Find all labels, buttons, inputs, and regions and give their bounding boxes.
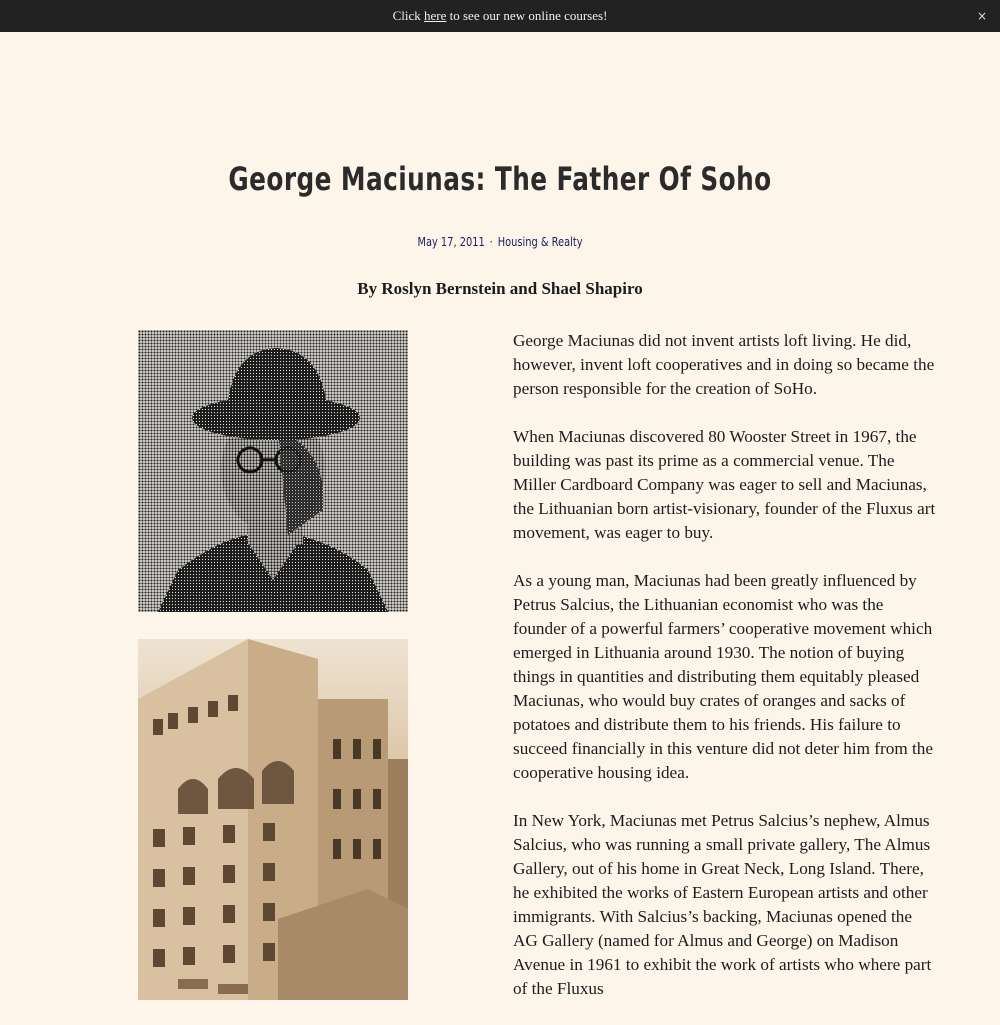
article-body	[513, 329, 938, 1025]
article-paragraph: George Maciunas did not invent artists loft living. He did, however, invent loft cooperatives and in doing so became the person responsible for the creation of SoHo.	[513, 331, 935, 398]
close-icon[interactable]: ×	[976, 9, 988, 23]
banner-text-prefix: Click	[392, 8, 425, 23]
announcement-banner	[0, 0, 1000, 32]
article-paragraph: When Maciunas discovered 80 Wooster Street in 1967, the building was past its prime as a commercial venue. The Miller Cardboard Company was eager to sell and Maciunas, the Lithuanian born artist-visionary, founder of the Fluxus art movement, was eager to buy.	[513, 427, 936, 542]
post-meta	[90, 235, 910, 249]
banner-link[interactable]: here	[424, 8, 447, 23]
article-paragraph: As a young man, Maciunas had been greatly influenced by Petrus Salcius, the Lithuanian economist who was the founder of a powerful farmers’ cooperative movement which emerged in Lithuania around 1930. The notion of buying things in quantities and distributing them equitably pleased Maciunas, who would buy crates of oranges and sacks of potatoes and distribute them to his friends. His failure to succeed financially in this venture did not deter him from the cooperative housing idea.	[513, 571, 934, 782]
article-paragraph: In New York, Maciunas met Petrus Salcius’s nephew, Almus Salcius, who was running a small private gallery, The Almus Gallery, out of his home in Great Neck, Long Island. There, he exhibited the works of Eastern European artists and other immigrants. With Salcius’s backing, Maciunas opened the AG Gallery (named for Almus and George) on Madison Avenue in 1961 to exhibit the work of artists who where part of the Fluxus	[513, 811, 932, 998]
category-link[interactable]: Housing & Realty	[497, 235, 583, 249]
post-date[interactable]: May 17, 2011	[417, 235, 485, 249]
portrait-photo-icon	[138, 330, 408, 612]
building-photo-icon	[138, 639, 408, 1000]
meta-separator: ·	[489, 235, 493, 249]
byline: By Roslyn Bernstein and Shael Shapiro	[357, 279, 643, 298]
banner-text-suffix: to see our new online courses!	[446, 8, 608, 23]
page-title: George Maciunas: The Father Of Soho	[228, 160, 772, 198]
